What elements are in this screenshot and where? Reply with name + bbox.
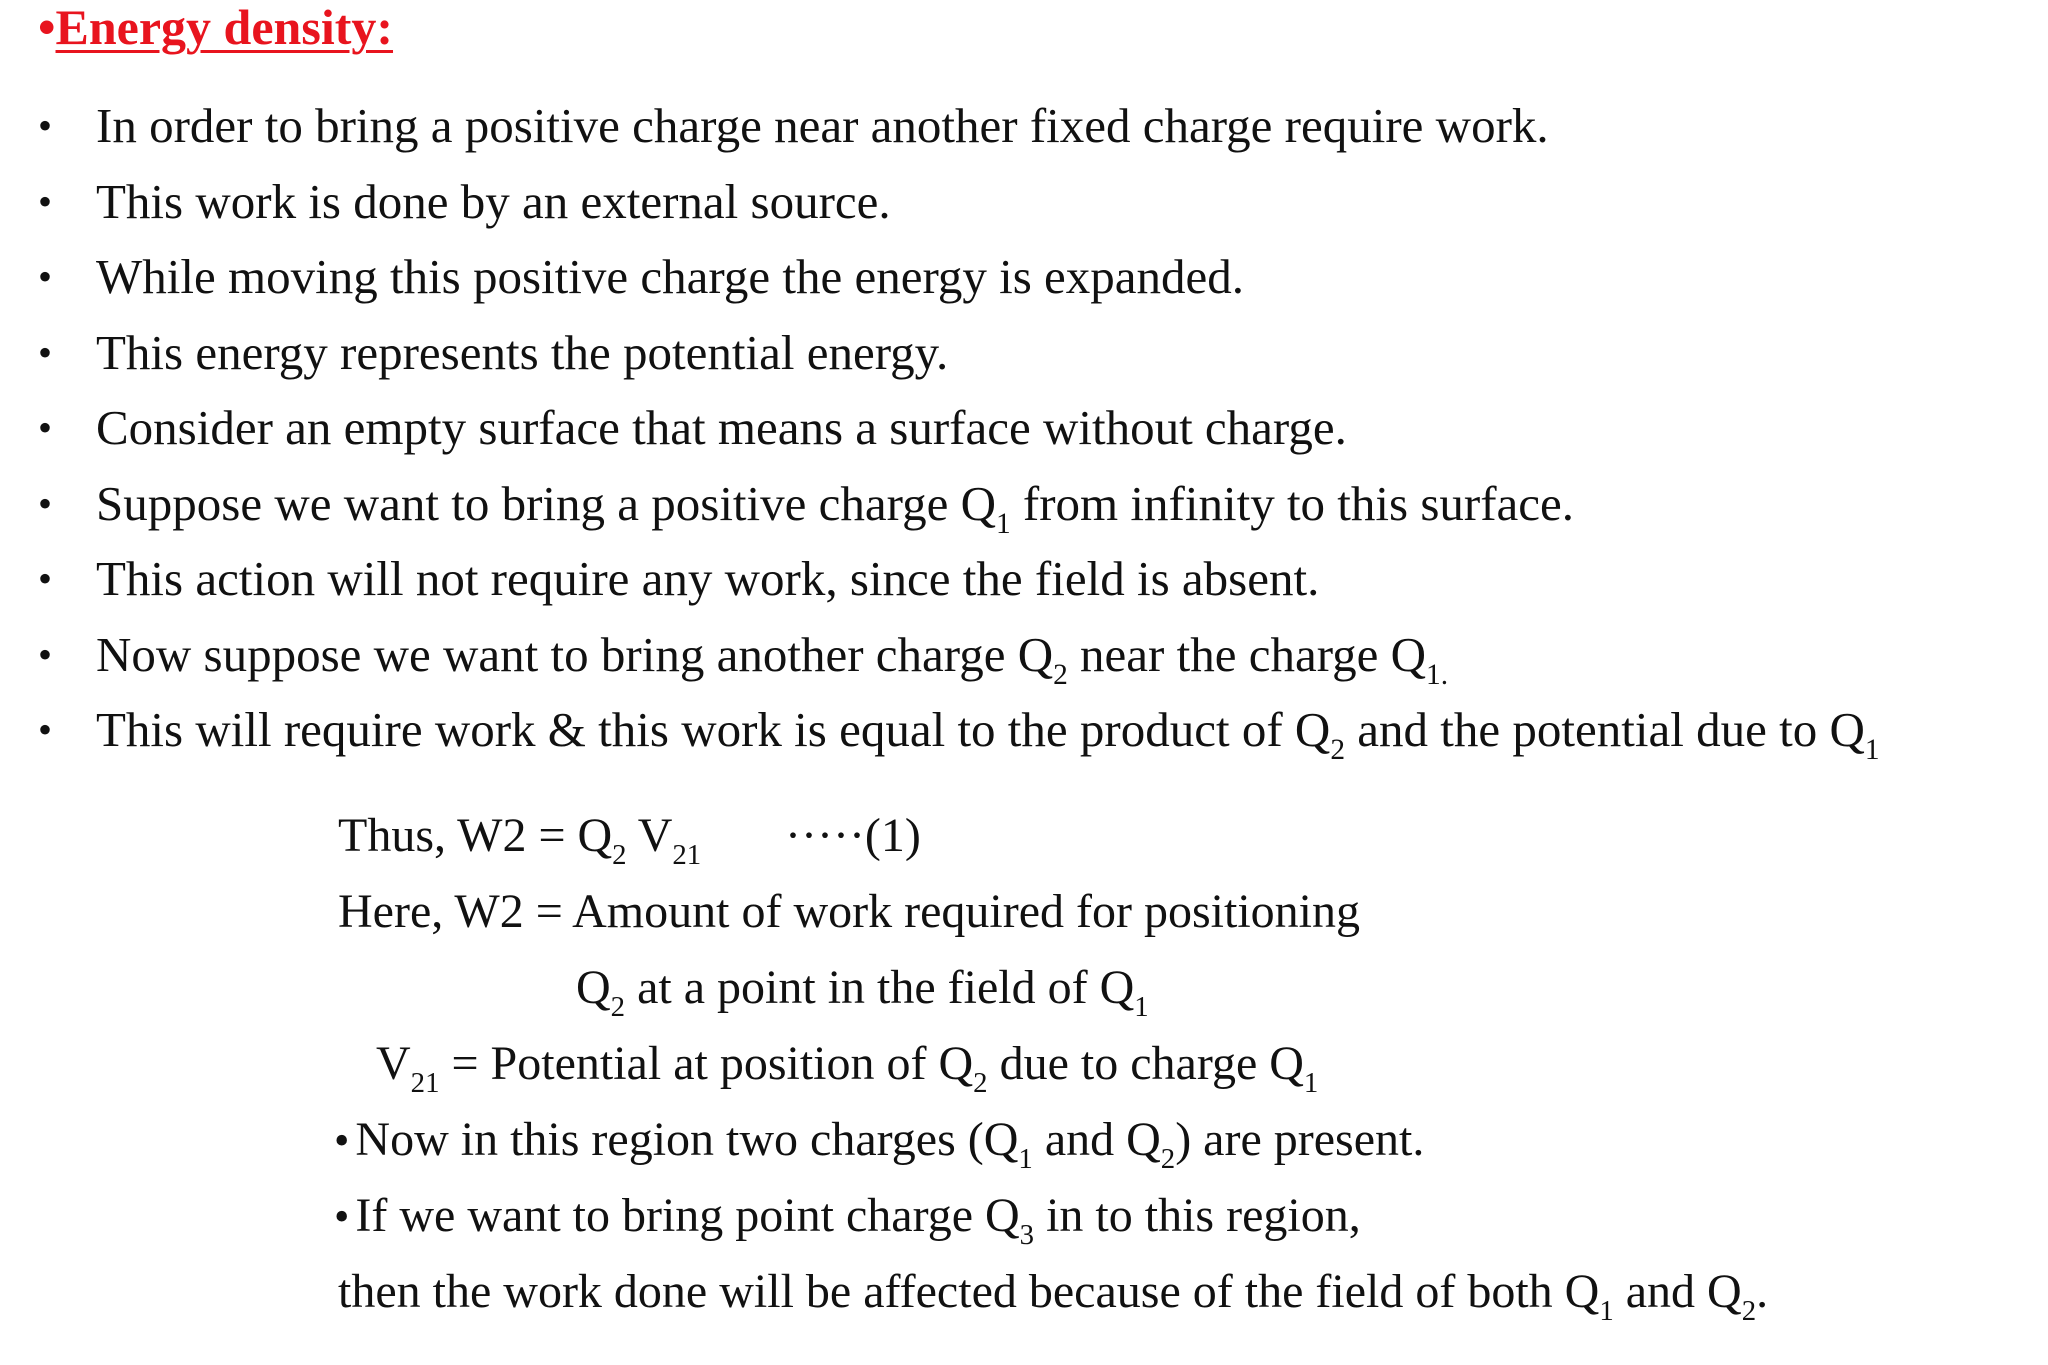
bullet-text: This will require work & this work is equal to the product of Q: [96, 702, 1331, 757]
note-work-affected: then the work done will be affected because of the field of both $Q_1$ and $Q_2$.: [338, 1265, 1769, 1327]
subscript: 1: [1864, 734, 1880, 767]
bullet-dot: •: [38, 556, 53, 601]
bullet-dot: •: [334, 1116, 350, 1165]
note-third-charge: • If we want to bring point charge $Q_3$ in to this region,: [334, 1189, 1361, 1251]
bullet-dot: •: [38, 707, 53, 752]
bullet-text: This work is done by an external source.: [96, 173, 891, 229]
subscript: 2: [1053, 658, 1068, 691]
bullet-text: Consider an empty surface that means a surface without charge.: [96, 400, 1347, 455]
title-bullet: •: [38, 0, 56, 55]
bullet-dot: •: [38, 480, 53, 526]
bullet-item: [0, 474, 1880, 550]
bullet-dot: •: [38, 329, 53, 375]
note-two-charges: • Now in this region two charges ($Q_1$ and $Q_2$) are present.: [334, 1113, 1425, 1175]
definition-v21: $V_{21}$ = Potential at position of $Q_2$ due to charge $Q_1$: [376, 1037, 1319, 1099]
bullet-text: This energy represents the potential energy.: [96, 324, 949, 380]
bullet-text: In order to bring a positive charge near another fixed charge require work.: [96, 98, 1549, 153]
bullet-dot: •: [38, 631, 53, 677]
bullet-dot: •: [334, 1192, 350, 1241]
equation-work-w2: Thus, $W2 = Q_2$ $V_{21}$: [338, 809, 702, 871]
equation-number: ·····(1): [785, 809, 921, 862]
bullet-list: [0, 96, 1880, 776]
subscript: 1.: [1426, 658, 1449, 691]
bullet-text: and the potential due to Q: [1345, 702, 1865, 757]
title-text: Energy density:: [55, 0, 394, 55]
definition-w2-line1: Here, W2 = Amount of work required for positioning: [338, 885, 1360, 938]
bullet-item: [0, 247, 1880, 323]
bullet-text: While moving this positive charge the energy is expanded.: [96, 249, 1245, 304]
bullet-item: [0, 700, 1880, 776]
definition-w2-line2: $Q_2$ at a point in the field of $Q_1$: [576, 961, 1149, 1023]
bullet-item: [0, 323, 1880, 399]
subscript: 1: [995, 507, 1011, 540]
bullet-text: This action will not require any work, since the field is absent.: [96, 551, 1320, 606]
bullet-item: [0, 549, 1880, 625]
bullet-item: [0, 172, 1880, 248]
bullet-dot: •: [38, 103, 53, 148]
bullet-text: near the charge Q: [1067, 626, 1427, 682]
section-title: [38, 0, 394, 55]
bullet-item: [0, 398, 1880, 474]
bullet-item: [0, 96, 1880, 172]
bullet-dot: •: [38, 405, 53, 450]
bullet-dot: •: [38, 254, 53, 299]
subscript: 2: [1330, 734, 1346, 767]
bullet-dot: •: [38, 178, 53, 224]
bullet-item: [0, 625, 1880, 701]
bullet-text: from infinity to this surface.: [1010, 475, 1575, 531]
bullet-text: Now suppose we want to bring another charge Q: [96, 626, 1054, 682]
bullet-text: Suppose we want to bring a positive charge Q: [96, 475, 996, 531]
